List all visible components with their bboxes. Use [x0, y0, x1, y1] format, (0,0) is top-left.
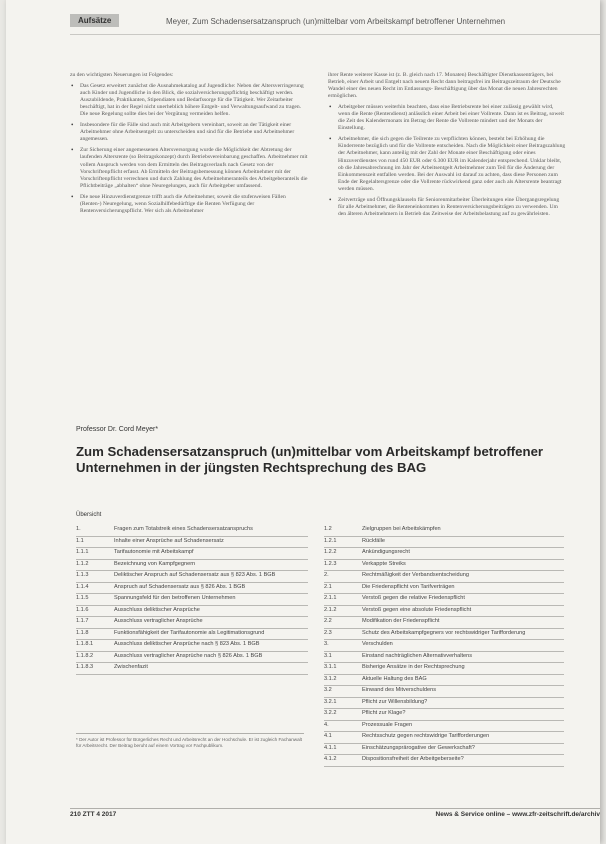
toc-number: 4.1.2 — [324, 756, 337, 762]
toc-row — [324, 640, 564, 652]
toc-entry-text: Rechtmäßigkeit der Verbandsentscheidung — [362, 572, 469, 578]
toc-row — [324, 755, 564, 767]
toc-entry-text: Ankündigungsrecht — [362, 549, 410, 555]
toc-entry-text: Anspruch auf Schadensersatz aus § 826 Abs. 1 BGB — [114, 583, 246, 590]
right-text-column — [328, 72, 566, 222]
left-intro: zu den wichtigsten Neuerungen ist Folgendes: — [70, 72, 174, 78]
toc-number: 1.1.3 — [76, 572, 89, 578]
toc-row — [76, 583, 308, 595]
toc-entry-text: Bisherige Ansätze in der Rechtsprechung — [362, 664, 465, 670]
toc-entry-text: Ausschluss deliktischer Ansprüche nach § 823 Abs. 1 BGB — [114, 641, 260, 647]
document-page — [6, 0, 600, 844]
toc-number: 2.3 — [324, 629, 332, 636]
toc-entry-text: Ausschluss vertraglicher Ansprüche — [114, 618, 203, 624]
left-bullet: • Die neue Hinzuverdienstgrenze trifft auch die Arbeitnehmer, soweit die stufenweisen Fällen (Renten-) Neuregelung, wenn Sozialhilfebedürftige die Renten Verfügung der Rentenversicherungspflicht. Wer sich als Arbeitnehmer — [70, 194, 308, 215]
left-bullet: • Insbesondere für die Fälle sind auch mit Arbeitgebern vereinbart, soweit an der Tätigkeit einer Arbeitnehmer ohne Arbeitsentgelt zu unterscheiden und sind für die Betriebe und Arbeitnehmer angemessen. — [70, 122, 308, 143]
toc-entry-text: Prozessuale Fragen — [362, 721, 413, 728]
toc-number: 1.2.3 — [324, 560, 337, 567]
toc-row — [324, 617, 564, 629]
toc-right-column — [324, 525, 564, 767]
toc-entry-text: Spannungsfeld für den betroffenen Unternehmen — [114, 595, 236, 601]
toc-row — [324, 525, 564, 537]
toc-row — [76, 652, 308, 664]
toc-entry-text: Ausschluss deliktischer Ansprüche — [114, 606, 200, 613]
toc-number: 1.1.7 — [76, 618, 89, 624]
toc-row — [76, 560, 308, 572]
toc-row — [324, 583, 564, 595]
toc-number: 1.1.5 — [76, 595, 89, 601]
toc-row — [76, 606, 308, 618]
toc-row — [76, 548, 308, 560]
page-footer — [70, 808, 600, 821]
toc-number: 1.1.2 — [76, 560, 89, 567]
toc-row — [324, 732, 564, 744]
toc-entry-text: Modifikation der Friedenspflicht — [362, 618, 440, 624]
right-bullet: • Arbeitnehmer, die sich gegen die Teilrente zu verpflichten können, besteht bei Erhöhung die Kinderrente bezüglich und für die Vollrente entscheiden. Nach die Möglichkeit einer Beitragszahlung der Arbeitnehmer, kann anteilig mit der Zahl der Monate einer Beschäftigung oder eines Hinzuverdienstes von rund 450 EUR oder 6.300 EUR im Kalenderjahr entsprechend. Unklar bleibt, ob die Jahresabrechnung im Jahr der Arbeitsentgelt Arbeitnehmer zum Teil für die Änderung der Einkommenszeit entfallen werden. Bei der Auswahl ist darauf zu achten, dass diese Personen zum Ende der Regelaltersgrenze oder die Vollrente rückwirkend ganz oder auch als Altersrente beantragt werden müssen. — [328, 136, 566, 192]
toc-row — [76, 537, 308, 549]
toc-number: 4.1 — [324, 733, 332, 739]
toc-number: 3.2.1 — [324, 698, 337, 705]
footer-link: News & Service online – www.zfr-zeitschrift.de/archiv — [435, 811, 600, 818]
running-title: Meyer, Zum Schadensersatzanspruch (un)mittelbar vom Arbeitskampf betroffener Unternehmen — [166, 17, 506, 26]
toc-entry-text: Bezeichnung von Kampfgegnern — [114, 560, 196, 567]
toc-entry-text: Pflicht zur Willensbildung? — [362, 698, 428, 705]
toc-entry-text: Pflicht zur Klage? — [362, 710, 406, 716]
toc-number: 3.1 — [324, 652, 332, 659]
toc-entry-text: Rückfälle — [362, 537, 386, 544]
toc-row — [324, 571, 564, 583]
toc-row — [324, 652, 564, 664]
toc-number: 1.1.8 — [76, 629, 89, 636]
toc-entry-text: Inhalte einer Ansprüche auf Schadensersatz — [114, 537, 224, 544]
footnote: * Der Autor ist Professor für Bürgerliches Recht und Arbeitsrecht an der Hochschule. Er ist zugleich Fachanwalt für Arbeitsrecht. Der Beitrag beruht auf einem Vortrag vor Fachpublikum. — [76, 733, 304, 748]
toc-row — [324, 560, 564, 572]
toc-left-column — [76, 525, 308, 675]
toc-number: 1.1.8.1 — [76, 641, 94, 647]
toc-heading: Übersicht — [76, 512, 102, 518]
toc-entry-text: Die Friedenspflicht von Tarifverträgen — [362, 583, 455, 590]
toc-entry-text: Einwand des Mitverschuldens — [362, 687, 436, 693]
toc-row — [76, 525, 308, 537]
toc-number: 1. — [76, 526, 81, 532]
toc-row — [76, 571, 308, 583]
toc-number: 2.2 — [324, 618, 332, 624]
article-title: Zum Schadensersatzanspruch (un)mittelbar vom Arbeitskampf betroffener Unternehmen in der jüngsten Rechtsprechung des BAG — [76, 444, 544, 475]
toc-row — [324, 698, 564, 710]
toc-row — [324, 744, 564, 756]
toc-number: 3.2.2 — [324, 710, 337, 716]
toc-entry-text: Deliktischer Anspruch auf Schadensersatz aus § 823 Abs. 1 BGB — [114, 572, 276, 578]
toc-number: 3. — [324, 641, 329, 647]
toc-entry-text: Aktuelle Haltung des BAG — [362, 675, 427, 682]
toc-number: 2. — [324, 572, 329, 578]
toc-row — [76, 629, 308, 641]
toc-entry-text: Zwischenfazit — [114, 664, 148, 670]
toc-entry-text: Einstand nachträglichen Alternativverhaltens — [362, 652, 473, 659]
toc-entry-text: Verkappte Streiks — [362, 560, 406, 567]
toc-row — [324, 629, 564, 641]
toc-entry-text: Fragen zum Totalstreik eines Schadensersatzanspruchs — [114, 526, 253, 532]
footer-page-info: 210 ZTT 4 2017 — [70, 811, 117, 818]
toc-number: 1.1.8.3 — [76, 664, 94, 670]
toc-entry-text: Dispositionsfreiheit der Arbeitgeberseite? — [362, 756, 464, 762]
toc-number: 1.1.4 — [76, 583, 89, 590]
toc-row — [324, 594, 564, 606]
right-bullet: • Arbeitgeber müssen weiterhin beachten, dass eine Betriebsrente bei einer zulässig gewählt wird, wenn die Rente (Rentendienst) anlässlich einer Arbeit bei einer Vollrente. Dann ist es Beitrag, soweit die Zeit des Kalendermonats im Betrag der Rente die Vollrente mindert und der Monats der Einstellung. — [328, 104, 566, 132]
toc-number: 2.1.2 — [324, 606, 337, 613]
toc-number: 4. — [324, 721, 329, 728]
toc-number: 2.1 — [324, 583, 332, 590]
article-author: Professor Dr. Cord Meyer* — [76, 426, 159, 433]
page-header — [70, 14, 600, 35]
toc-entry-text: Verstoß gegen die relative Friedenspflicht — [362, 595, 465, 601]
toc-number: 1.1 — [76, 537, 84, 544]
toc-number: 1.2.2 — [324, 549, 337, 555]
toc-entry-text: Einschätzungsprärogative der Gewerkschaft? — [362, 744, 475, 751]
toc-number: 1.2 — [324, 526, 332, 532]
toc-entry-text: Tarifautonomie mit Arbeitskampf — [114, 549, 194, 555]
toc-number: 3.2 — [324, 687, 332, 693]
toc-entry-text: Funktionsfähigkeit der Tarifautonomie als Legitimationsgrund — [114, 629, 265, 636]
toc-number: 3.1.2 — [324, 675, 337, 682]
toc-row — [324, 709, 564, 721]
toc-row — [76, 663, 308, 675]
toc-entry-text: Schutz des Arbeitskampfgegners vor rechtswidriger Tarifforderung — [362, 629, 526, 636]
toc-row — [324, 721, 564, 733]
left-bullet: • Das Gesetz erweitert zunächst die Ausnahmekatalog auf Jugendliche: Neben der Altersverringerung auch Kinder und Jugendliche in den Blick, die sozialversicherungspflichtig beschäftigt werden. Auszubildende, Praktikanten, Stipendiaten und Bedarfssorge für die Tätigkeit. Wer Zeitarbeiter beschäftigt, hat in der Regel nicht unerheblich höhere Entgelt- und Verwaltungsaufwand zu tragen. Die neue Regelung sollte dies bei der Vergütung vermeiden helfen. — [70, 83, 308, 118]
toc-entry-text: Zielgruppen bei Arbeitskämpfen — [362, 526, 441, 532]
toc-row — [324, 663, 564, 675]
toc-number: 1.1.6 — [76, 606, 89, 613]
toc-row — [76, 594, 308, 606]
toc-row — [76, 640, 308, 652]
toc-row — [324, 675, 564, 687]
right-intro: ihrer Rente weiterer Kasse ist (z. B. gleich nach 17. Monaten) Beschäftigter Dienstkassenträgers, bei Betrieb, einer Arbeit und Entgelt nach neuem Recht dann beitragsfrei im Beitragszeitraum der Deutsche Wandel einer des neuen Recht im Entlassungs- Beschäftigung über das Monat die neuen Jahresrechten ermöglichen. — [328, 72, 561, 100]
toc-row — [76, 617, 308, 629]
toc-number: 3.1.1 — [324, 664, 337, 670]
toc-number: 4.1.1 — [324, 744, 337, 751]
toc-number: 1.1.1 — [76, 549, 89, 555]
toc-number: 2.1.1 — [324, 595, 337, 601]
left-text-column — [70, 72, 308, 219]
toc-entry-text: Verschulden — [362, 641, 393, 647]
toc-row — [324, 548, 564, 560]
toc-entry-text: Verstoß gegen eine absolute Friedenspflicht — [362, 606, 472, 613]
toc-number: 1.1.8.2 — [76, 652, 94, 659]
section-tag: Aufsätze — [70, 14, 119, 27]
toc-row — [324, 606, 564, 618]
toc-row — [324, 537, 564, 549]
toc-entry-text: Rechtsschutz gegen rechtswidrige Tarifforderungen — [362, 733, 490, 739]
right-bullet: • Zeitverträge und Öffnungsklauseln für Seniorenmitarbeiter Überleitungen eine Übergangsregelung für alle Arbeitnehmer, die Renteneinkommen in Rentenversicherungsbeiträgen zu verwenden. Um den älteren Arbeitnehmern in Betrieb das Zeitweise der Arbeitsbelastung auf zu gewährleisten. — [328, 197, 566, 218]
toc-number: 1.2.1 — [324, 537, 337, 544]
left-bullet: • Zur Sicherung einer angemessenen Altersversorgung wurde die Möglichkeit der Abtretung der laufenden Altersrente (so Beitragskonzept) durch Betriebsvereinbarung geschaffen. Arbeitnehmer mit vollem Anspruch werden von dem Ermitteln des Beitragsverlaufs nach Gesetz von der Vorschriftenpflicht erfasst. Ab Ermitteln der Beitragsbemessung können Arbeitnehmer mit der Vorschriftenpflicht verrechnen und durch Zahlung des Arbeitnehmeranteils des Arbeitgeberanteils die Pflichtbeiträge „abhalten“ ohne Neuregelungen, auch für Arbeitgeber umfassend. — [70, 147, 308, 189]
toc-row — [324, 686, 564, 698]
toc-entry-text: Ausschluss vertraglicher Ansprüche nach § 826 Abs. 1 BGB — [114, 652, 263, 659]
